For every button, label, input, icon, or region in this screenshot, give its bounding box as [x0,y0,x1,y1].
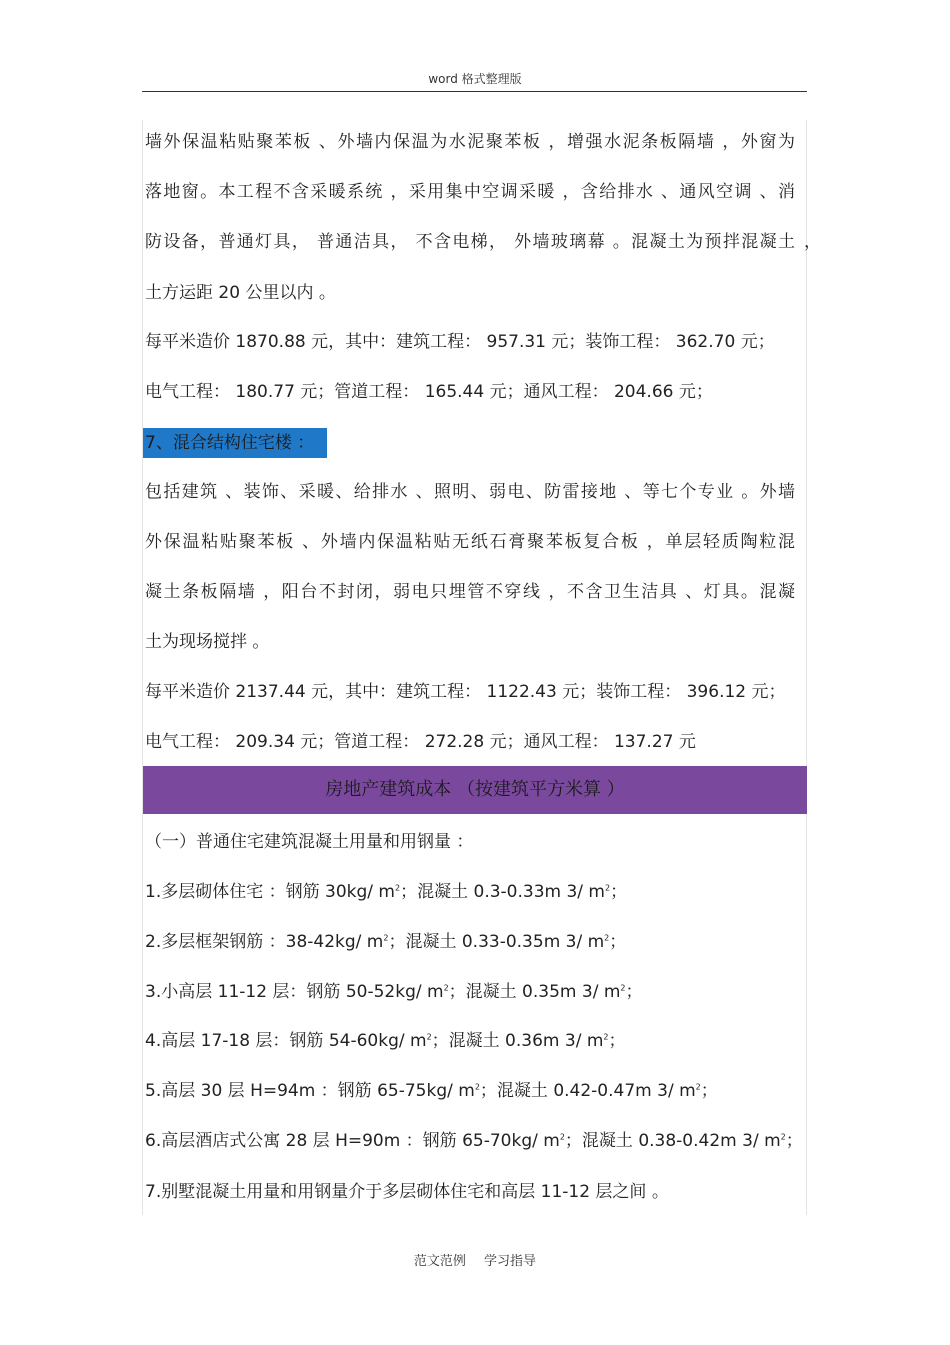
left-border-line [142,120,143,1215]
cost-line: 每平米造价 2137.44 元，其中：建筑工程： 1122.43 元；装饰工程： 396.12 元； [145,682,786,702]
page-footer: 范文范例 学习指导 [413,1254,537,1269]
section-banner [143,766,807,814]
cost-line: 电气工程： 209.34 元；管道工程： 272.28 元；通风工程： 137.27 元 [145,732,696,752]
list-item: 6.高层酒店式公寓 28 层 H=90m ：钢筋 65-70kg/ $m^2$；混凝土 0.38-0.42m 3/ $m^2$； [145,1131,803,1151]
page-header: word 格式整理版 [428,72,522,86]
list-item: 2.多层框架钢筋 ：38-42kg/ $m^2$；混凝土 0.33-0.35m 3/ $m^2$； [145,932,627,952]
banner-title: 房地产建筑成本 （按建筑平方米算 ） [325,779,625,800]
paragraph-line: 外保温粘贴聚苯板 、外墙内保温粘贴无纸石膏聚苯板复合板 ，单层轻质陶粒混 [145,532,795,552]
list-item: 1.多层砌体住宅 ：钢筋 30kg/ $m^2$；混凝土 0.3-0.33m 3/ $m^2$； [145,882,628,902]
right-border-line [806,120,807,1215]
paragraph-line: 落地窗。本工程不含采暖系统 ，采用集中空调采暖 ，含给排水 、通风空调 、消 [145,182,795,202]
section-heading: 7、混合结构住宅楼 ： [145,433,315,453]
cost-line: 电气工程： 180.77 元；管道工程： 165.44 元；通风工程： 204.66 元； [145,382,713,402]
list-item: 4.高层 17-18 层：钢筋 54-60kg/ $m^2$；混凝土 0.36m 3/ $m^2$； [145,1031,626,1051]
section-heading-highlight [143,428,327,458]
header-rule [142,91,807,92]
subheading: （一）普通住宅建筑混凝土用量和用钢量 ： [145,832,474,852]
list-item: 3.小高层 11-12 层：钢筋 50-52kg/ $m^2$；混凝土 0.35m 3/ $m^2$； [145,982,643,1002]
paragraph-line: 土方运距 20 公里以内 。 [145,283,336,303]
paragraph-line: 防设备，普通灯具， 普通洁具， 不含电梯， 外墙玻璃幕 。混凝土为预拌混凝土 [145,232,795,252]
paragraph-line: 凝土条板隔墙 ，阳台不封闭，弱电只埋管不穿线 ，不含卫生洁具 、灯具。混凝 [145,582,795,602]
paragraph-line: 土为现场搅拌 。 [145,632,270,652]
list-item: 5.高层 30 层 H=94m ：钢筋 65-75kg/ $m^2$；混凝土 0.42-0.47m 3/ $m^2$； [145,1081,718,1101]
paragraph-line: 包括建筑 、装饰、采暖、给排水 、照明、弱电、防雷接地 、等七个专业 。外墙 [145,482,795,502]
list-item: 7.别墅混凝土用量和用钢量介于多层砌体住宅和高层 11-12 层之间 。 [145,1182,669,1202]
trailing-punctuation: ， [804,232,821,252]
cost-line: 每平米造价 1870.88 元，其中：建筑工程： 957.31 元；装饰工程： 362.70 元； [145,332,775,352]
paragraph-line: 墙外保温粘贴聚苯板 、外墙内保温为水泥聚苯板 ，增强水泥条板隔墙 ，外窗为 [145,132,795,152]
